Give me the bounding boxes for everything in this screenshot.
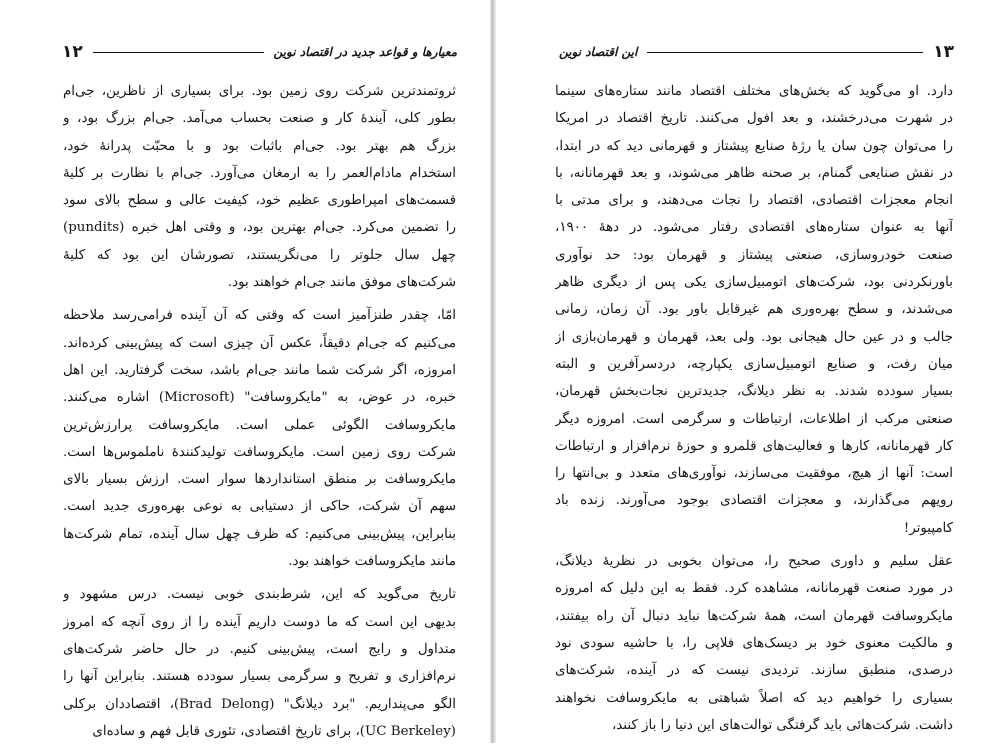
text-line: میان رفت، و صنایع اتومبیل‌سازی یکپارچه، دردسرآفرین و البته [555, 356, 953, 372]
text-line: امّا، چقدر طنزآمیز است که وقتی که آن آینده فرامی‌رسد ملاحظه [63, 308, 456, 324]
paragraph [555, 78, 953, 542]
text-line: استخدام مادام‌العمر را به ارمغان می‌آورد. جی‌ام با نظارت بر کلیهٔ [63, 165, 456, 181]
text-line: امروزه، اگر شرکت شما مانند جی‌ام باشد، سخت گرفتارید. این اهل [63, 362, 456, 378]
paragraph [63, 581, 456, 745]
text-line: بسیار سودده شدند. به نظر دیلانگ، جدیدترین نجات‌بخش قهرمان، [555, 384, 953, 400]
text-line: خبره، در عوض، به "مایکروسافت" (Microsoft) اشاره می‌کنند. [63, 390, 456, 406]
text-line: مانند مایکروسافت خواهند بود. [288, 554, 456, 570]
text-line: باورنکردنی بود، شرکت‌های اتومبیل‌سازی یکی پس از دیگری ظاهر [555, 275, 953, 291]
page-number: ۱۳ [933, 42, 954, 62]
text-line: داشت. شرکت‌هائی باید گرفتگی توالت‌های این دنیا را باز کنند، [611, 717, 953, 733]
text-line: بطور کلی، آیندهٔ کار و صنعت بحساب می‌آمد. جی‌ام بزرگ بود، و [63, 111, 456, 127]
header-rule [93, 52, 264, 53]
text-line: الگو می‌پنداریم. "برد دیلانگ" (Brad Delong)، اقتصاددان برکلی [63, 696, 456, 712]
text-line: عقل سلیم و داوری صحیح را، می‌توان بخوبی در نظریهٔ دیلانگ، [555, 554, 953, 570]
text-line: سهم آن شرکت، حاکی از دستیابی به نوعی بهره‌وری جدید است. [63, 499, 456, 515]
text-line: درصدی، منطبق سازند. تردیدی نیست که در آینده، شرکت‌های [555, 663, 953, 679]
text-line: مایکروسافت قهرمان است، همهٔ شرکت‌ها نباید دنبال آن راه بیفتند، [555, 608, 953, 624]
text-line: تاریخ می‌گوید که این، شرط‌بندی خوبی نیست. درس مشهود و [63, 587, 456, 603]
running-header [62, 40, 457, 64]
text-line: دارد. او می‌گوید که بخش‌های مختلف اقتصاد مانند ستاره‌های سینما [555, 84, 953, 99]
right-page [496, 0, 989, 743]
text-line: بزرگ هم بهتر بود. جی‌ام باثبات بود و با محبّت پدرانهٔ خود، [63, 138, 456, 154]
text-line: بسیاری را خواهیم دید که اصلاً شباهتی به مایکروسافت نخواهند [555, 690, 953, 706]
text-line: در نقش صنایعی گمنام، بر صحنه ظاهر می‌شوند، و بعد قهرمانانه، با [555, 165, 953, 181]
left-page [0, 0, 490, 743]
paragraph [555, 548, 953, 739]
text-line: متداول و رایج است، پیش‌بینی کنیم. در حال حاضر شرکت‌های [63, 641, 456, 657]
body-text [555, 78, 953, 739]
text-line: می‌شدند، و سطح بهره‌وری هم غیرقابل باور بود. آن زمان، زمانی [555, 302, 953, 318]
text-line: را می‌توان چون سان یا رژهٔ صنایع پیشتاز و قهرمانی دید که در ابتدا، [555, 138, 953, 154]
text-line: انجام معجزات اقتصادی، اقتصاد را نجات می‌دهند، و برای مدتی با [555, 193, 953, 209]
text-line: نرم‌افزاری و تفریح و سرگرمی بسیار سودده هستند. بنابراین آنها را [63, 669, 456, 685]
text-line: رویهم می‌گذارند، و معجزات اقتصادی بوجود می‌آورند. زنده باد [555, 493, 953, 509]
paragraph [63, 78, 456, 296]
text-line: در شهرت می‌درخشند، و بعد افول می‌کنند. تاریخ اقتصاد در امریکا [555, 111, 953, 127]
text-line: ثروتمندترین شرکت روی زمین بود. برای بسیاری از ناظرین، جی‌ام [63, 84, 456, 99]
page-number: ۱۲ [62, 42, 83, 62]
text-line: مایکروسافت الگوئی عملی است. مایکروسافت پرارزش‌ترین [63, 417, 456, 433]
text-line: در مورد صنعت قهرمانانه، مشاهده کرد. فقط به این دلیل که امروزه [555, 581, 953, 597]
text-line: کامپیوتر! [903, 520, 953, 536]
text-line: (UC Berkeley)، برای تاریخ اقتصادی، تئوری قابل فهم و ساده‌ای [92, 723, 456, 739]
text-line: صنعت خودروسازی، صنعتی پیشتاز و قهرمان بود: حد نوآوری [555, 247, 953, 263]
text-line: بنابراین، پیش‌بینی می‌کنیم: که ظرف چهل سال آینده، تمام شرکت‌ها [63, 526, 456, 542]
header-rule [647, 52, 923, 53]
text-line: است: آنها از هیچ، موفقیت می‌سازند، نوآوری‌های متعدد و بی‌انتها را [555, 466, 953, 482]
body-text [63, 78, 456, 745]
text-line: مایکروسافت بر منطق استانداردها سوار است. ارزش بسیار بالای [63, 472, 456, 488]
text-line: چهل سال جلوتر را می‌نگریستند، تصورشان این بود که کلیهٔ [63, 247, 456, 263]
text-line: می‌کنیم که جی‌ام دقیقاً، عکس آن چیزی است که پیش‌بینی کرده‌اند. [63, 335, 456, 351]
text-line: و مالکیت معنوی خود بر دیسک‌های فلاپی را، با حاشیه سودی نود [555, 635, 953, 651]
text-line: جالب و در عین حال هیجانی بود. ولی بعد، قهرمان و قهرمان‌بازی از [555, 329, 953, 345]
text-line: بدیهی این است که ما دوست داریم آینده را از روی آنچه که امروز [63, 614, 456, 630]
text-line: شرکت‌های موفق مانند جی‌ام خواهند بود. [227, 275, 456, 291]
text-line: کار قهرمانانه، کارها و فعالیت‌های قلمرو و حوزهٔ نرم‌افزار و ارتباطات [555, 438, 953, 454]
text-line: آنها به عنوان ستاره‌های اقتصادی رفتار می‌شود. در دههٔ ۱۹۰۰، [555, 220, 953, 236]
running-title: معیارها و قواعد جدید در اقتصاد نوین [273, 45, 457, 59]
running-header [559, 40, 954, 64]
text-line: قسمت‌های امپراطوری عظیم خود، کیفیت عالی و سطح بالای سود [63, 193, 456, 209]
paragraph [63, 302, 456, 575]
text-line: شرکت روی زمین است. مایکروسافت تولیدکنندهٔ ناملموس‌ها است. [63, 444, 456, 460]
text-line: صنعتی مرکب از اطلاعات، ارتباطات و سرگرمی است. امروزه دیگر [555, 411, 953, 427]
text-line: را تضمین می‌کرد. جی‌ام بهترین بود، و وقتی اهل خبره (pundits) [63, 220, 456, 236]
running-title: این اقتصاد نوین [559, 45, 638, 59]
